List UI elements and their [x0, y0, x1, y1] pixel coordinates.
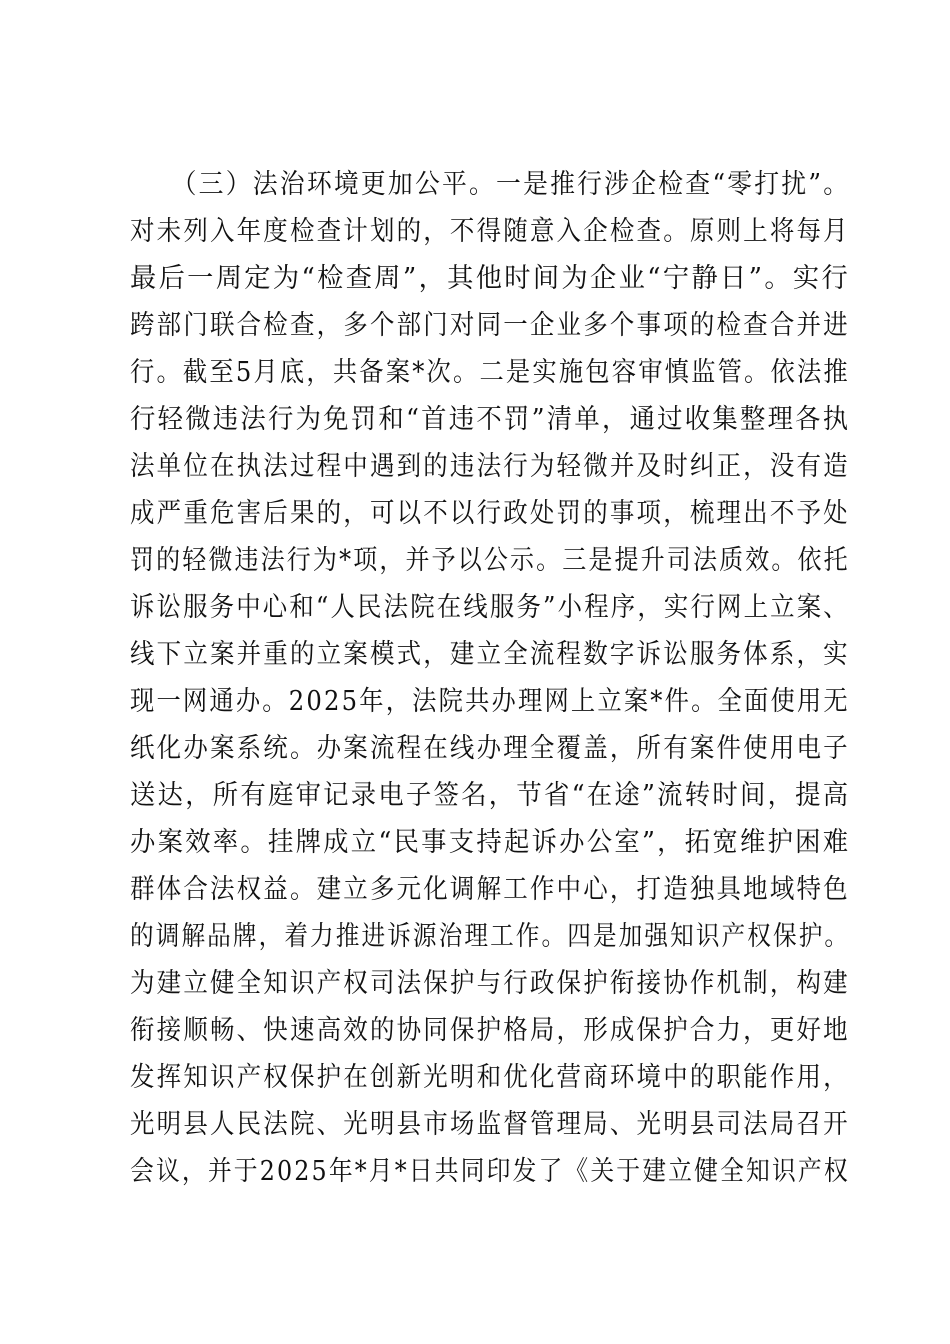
text-line: 群体合法权益。建立多元化调解工作中心，打造独具地域特色	[130, 874, 850, 905]
text-line: 送达，所有庭审记录电子签名，节省“在途”流转时间，提高	[130, 780, 851, 811]
text-line: 对未列入年度检查计划的，不得随意入企检查。原则上将每月	[130, 216, 850, 247]
text-line: 罚的轻微违法行为*项，并予以公示。三是提升司法质效。依托	[130, 545, 850, 576]
text-line: 现一网通办。2025年，法院共办理网上立案*件。全面使用无	[130, 686, 850, 717]
text-line: 最后一周定为“检查周”，其他时间为企业“宁静日”。实行	[130, 263, 851, 294]
text-line: （三）法治环境更加公平。一是推行涉企检查“零打扰”。	[130, 169, 851, 200]
text-line: 线下立案并重的立案模式，建立全流程数字诉讼服务体系，实	[130, 639, 850, 670]
text-line: 诉讼服务中心和“人民法院在线服务”小程序，实行网上立案、	[130, 592, 850, 623]
text-line: 办案效率。挂牌成立“民事支持起诉办公室”，拓宽维护困难	[130, 827, 851, 858]
text-line: 行轻微违法行为免罚和“首违不罚”清单，通过收集整理各执	[130, 404, 851, 435]
text-line: 成严重危害后果的，可以不以行政处罚的事项，梳理出不予处	[130, 498, 850, 529]
text-line: 发挥知识产权保护在创新光明和优化营商环境中的职能作用，	[130, 1062, 850, 1093]
text-line: 衔接顺畅、快速高效的协同保护格局，形成保护合力，更好地	[130, 1015, 850, 1046]
text-line: 会议，并于2025年*月*日共同印发了《关于建立健全知识产权	[130, 1156, 850, 1187]
text-line: 的调解品牌，着力推进诉源治理工作。四是加强知识产权保护。	[130, 921, 851, 952]
text-line: 为建立健全知识产权司法保护与行政保护衔接协作机制，构建	[130, 968, 850, 999]
text-line: 行。截至5月底，共备案*次。二是实施包容审慎监管。依法推	[130, 357, 850, 388]
text-line: 跨部门联合检查，多个部门对同一企业多个事项的检查合并进	[130, 310, 850, 341]
text-line: 纸化办案系统。办案流程在线办理全覆盖，所有案件使用电子	[130, 733, 850, 764]
text-line: 法单位在执法过程中遇到的违法行为轻微并及时纠正，没有造	[130, 451, 850, 482]
text-line: 光明县人民法院、光明县市场监督管理局、光明县司法局召开	[130, 1109, 850, 1140]
